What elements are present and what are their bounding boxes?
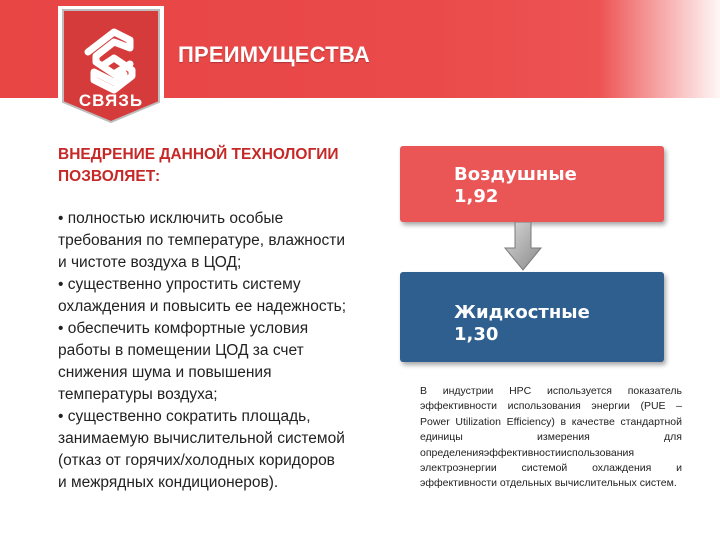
bullet-line: охлаждения и повысить ее надежность; — [58, 298, 347, 315]
advantages-section — [58, 144, 388, 494]
bullet-line: снижения шума и повышения — [58, 364, 272, 381]
bullet-line: требования по температуре, влажности — [58, 232, 345, 249]
bullet-line: • обеспечить комфортные условия — [58, 320, 309, 337]
heading-line: ВНЕДРЕНИЕ ДАННОЙ ТЕХНОЛОГИИ — [58, 146, 339, 163]
air-cooling-value: 1,92 — [454, 186, 499, 207]
liquid-cooling-label: Жидкостные — [454, 302, 590, 323]
logo-text: СВЯЗЬ — [78, 91, 144, 110]
page-title: ПРЕИМУЩЕСТВА — [178, 42, 370, 67]
liquid-cooling-value: 1,30 — [454, 324, 499, 345]
down-arrow-icon — [503, 222, 543, 272]
air-cooling-box — [400, 146, 664, 222]
bullet-line: и чистоте воздуха в ЦОД; — [58, 254, 242, 271]
logo — [58, 6, 164, 128]
heading-line: ПОЗВОЛЯЕТ: — [58, 168, 161, 185]
bullet-line: занимаемую вычислительной системой — [58, 430, 345, 447]
bullet-line: (отказ от горячих/холодных коридоров — [58, 452, 335, 469]
bullet-line: и межрядных кондиционеров). — [58, 474, 279, 491]
bullet-line: температуры воздуха; — [58, 386, 218, 403]
bullet-line: • существенно упростить систему — [58, 276, 301, 293]
bullet-line: • полностью исключить особые — [58, 210, 284, 227]
bullet-list — [58, 208, 388, 494]
bullet-line: работы в помещении ЦОД за счет — [58, 342, 304, 359]
bullet-line: • существенно сократить площадь, — [58, 408, 311, 425]
pue-note: В индустрии HPC используется показатель эффективности использования энергии (PUE – Power Utilization Efficiency) в качестве стандартной единицы измерения для определенияэффективностииспользования электроэнергии системой охлаждения и эффективности отдельных вычислительных систем. — [420, 385, 682, 490]
air-cooling-label: Воздушные — [454, 164, 577, 185]
liquid-cooling-box — [400, 272, 664, 362]
section-heading — [58, 144, 388, 188]
